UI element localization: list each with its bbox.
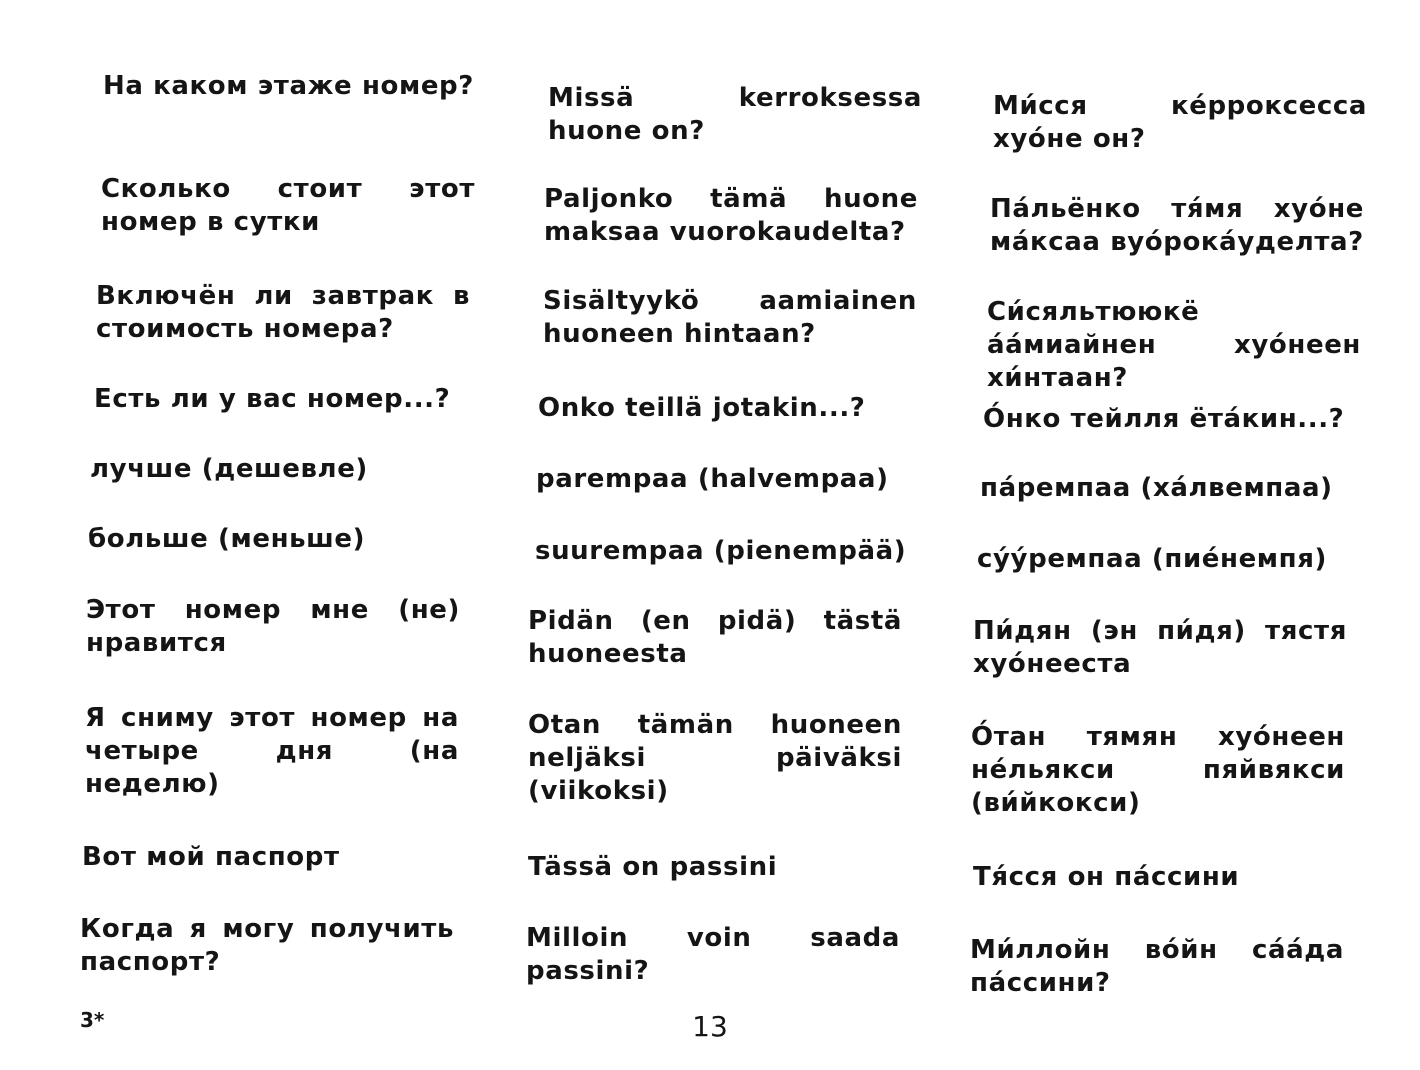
phrase-finnish: Paljonko tämä huone maksaa vuorokaudelta? [544, 184, 918, 247]
phrase-transcription: Си́сяльтююкё а́а́миайнен хуо́неен хи́нтаан? [987, 297, 1361, 393]
phrase-transcription: Ми́сся ке́рроксесса хуо́не он? [993, 91, 1367, 154]
phrase-transcription: Тя́сся он па́ссини [973, 862, 1240, 892]
phrase-russian: Когда я могу получить паспорт? [80, 914, 454, 977]
page-number: 13 [692, 1010, 728, 1043]
phrase-finnish: Onko teillä jotakin...? [538, 393, 866, 423]
phrase-russian: Вот мой паспорт [82, 842, 340, 872]
phrase-russian: Я сниму этот номер на четыре дня (на неделю) [85, 703, 459, 799]
signature-mark: 3* [80, 1008, 105, 1032]
phrase-finnish: suurempaa (pienempää) [535, 536, 907, 566]
phrase-finnish: Pidän (en pidä) tästä huoneesta [528, 606, 902, 669]
phrase-finnish: parempaa (halvempaa) [536, 464, 889, 494]
phrase-russian: На каком этаже номер? [103, 71, 474, 101]
phrase-transcription: О́тан тямян хуо́неен не́льякси пяйвякси (ви́йкокси) [971, 722, 1345, 818]
phrase-transcription: Па́льёнко тя́мя хуо́не ма́ксаа вуо́рока́уделта? [990, 194, 1364, 257]
phrase-russian: Включён ли завтрак в стоимость номера? [96, 281, 470, 344]
phrase-transcription: О́нко тейлля ёта́кин...? [983, 404, 1345, 434]
phrase-russian: Есть ли у вас номер...? [94, 384, 451, 414]
phrase-transcription: су́у́ремпаа (пие́немпя) [977, 544, 1327, 574]
phrase-transcription: Ми́ллойн во́йн са́а́да па́ссини? [970, 935, 1344, 998]
phrase-russian: Сколько стоит этот номер в сутки [101, 174, 475, 237]
phrase-transcription: па́ремпаа (ха́лвемпаа) [980, 473, 1333, 503]
phrase-transcription: Пи́дян (эн пи́дя) тястя хуо́нееста [973, 616, 1347, 679]
phrase-finnish: Tässä on passini [528, 852, 778, 882]
phrase-russian: Этот номер мне (не) нравится [86, 595, 460, 658]
phrase-finnish: Otan tämän huoneen neljäksi päiväksi (viikoksi) [528, 710, 902, 806]
phrase-finnish: Sisältyykö aamiainen huoneen hintaan? [543, 286, 917, 349]
phrase-russian: больше (меньше) [88, 524, 366, 554]
phrase-russian: лучше (дешевле) [90, 454, 368, 484]
phrase-finnish: Missä kerroksessa huone on? [548, 83, 922, 146]
phrase-finnish: Milloin voin saada passini? [526, 923, 900, 986]
